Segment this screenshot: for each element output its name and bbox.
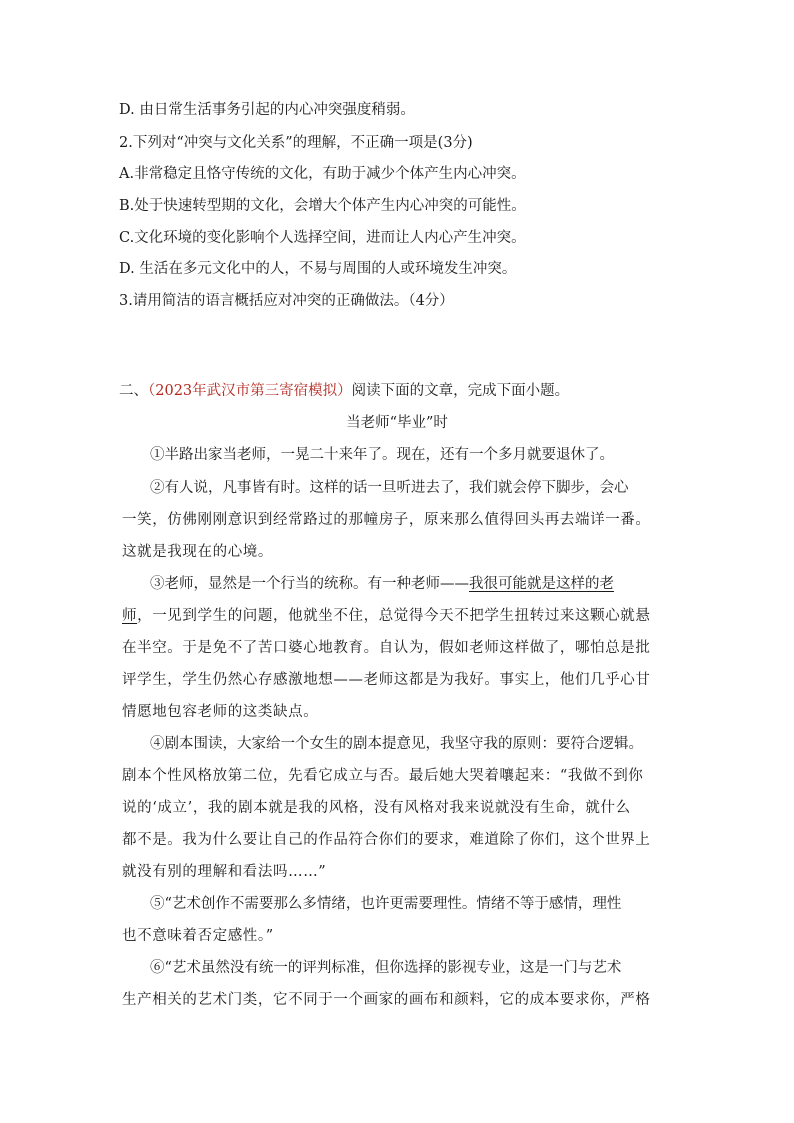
question-q2-option-d: D. 生活在多元文化中的人，不易与周围的人或环境发生冲突。 — [119, 261, 517, 277]
section-heading — [119, 381, 569, 401]
question-q2-option-b: B.处于快速转型期的文化，会增大个体产生内心冲突的可能性。 — [119, 198, 526, 214]
paragraph-3-text: ，一见到学生的问题，他就坐不住，总觉得今天不把学生扭转过来这颗心就悬 — [137, 608, 651, 624]
paragraph-4-line-4: 都不是。我为什么要让自己的作品符合你们的要求，难道除了你们，这个世界上 — [122, 832, 651, 848]
underlined-phrase: 我很可能就是这样的老 — [469, 576, 614, 592]
paragraph-5-line-1: ⑤“艺术创作不需要那么多情绪，也许更需要理性。情绪不等于感情，理性 — [150, 896, 622, 912]
paragraph-4-line-2: 剧本个性风格放第二位，先看它成立与否。最后她大哭着嚷起来：“我做不到你 — [122, 768, 644, 784]
paragraph-3-line-5: 情愿地包容老师的这类缺点。 — [122, 704, 319, 720]
paragraph-3-line-1 — [150, 574, 614, 594]
paragraph-4-line-5: 就没有别的理解和看法吗……” — [122, 864, 327, 880]
paragraph-5-line-2: 也不意味着否定感性。” — [122, 928, 274, 944]
paragraph-3-text: ③老师，显然是一个行当的统称。有一种老师—— — [150, 576, 469, 592]
article-title: 当老师“毕业”时 — [346, 415, 448, 431]
question-q2-option-c: C.文化环境的变化影响个人选择空间，进而让人内心产生冲突。 — [119, 230, 526, 246]
paragraph-6-line-1: ⑥“艺术虽然没有统一的评判标准，但你选择的影视专业，这是一门与艺术 — [150, 960, 622, 976]
paragraph-4-line-3: 说的‘成立’，我的剧本就是我的风格，没有风格对我来说就没有生命，就什么 — [122, 800, 631, 816]
section-instruction: 阅读下面的文章，完成下面小题。 — [351, 383, 570, 399]
section-number: 二、 — [119, 383, 148, 399]
paragraph-4-line-1: ④剧本围读，大家给一个女生的剧本提意见，我坚守我的原则：要符合逻辑。 — [150, 736, 643, 752]
paragraph-2-line-3: 这就是我现在的心境。 — [122, 544, 273, 560]
question-q2-stem: 2.下列对“冲突与文化关系”的理解，不正确一项是(3分) — [119, 135, 473, 151]
underlined-phrase-end: 师 — [122, 608, 138, 624]
question-q2-option-a: A.非常稳定且恪守传统的文化，有助于减少个体产生内心冲突。 — [119, 166, 526, 182]
paragraph-1: ①半路出家当老师，一晃二十来年了。现在，还有一个多月就要退休了。 — [150, 447, 614, 463]
section-source: （2023年武汉市第三寄宿模拟） — [148, 383, 352, 399]
paragraph-6-line-2: 生产相关的艺术门类，它不同于一个画家的画布和颜料，它的成本要求你，严格 — [122, 992, 651, 1008]
question-q1-option-d: D. 由日常生活事务引起的内心冲突强度稍弱。 — [119, 102, 415, 118]
question-q3-stem: 3.请用简洁的语言概括应对冲突的正确做法。（4分） — [119, 293, 454, 309]
paragraph-2-line-1: ②有人说，凡事皆有时。这样的话一旦听进去了，我们就会停下脚步，会心 — [150, 480, 629, 496]
paragraph-3-line-4: 评学生，学生仍然心存感激地想——老师这都是为我好。事实上，他们几乎心甘 — [122, 672, 651, 688]
paragraph-3-line-3: 在半空。于是免不了苦口婆心地教育。自认为，假如老师这样做了，哪怕总是批 — [122, 640, 651, 656]
paragraph-2-line-2: 一笑，仿佛刚刚意识到经常路过的那幢房子，原来那么值得回头再去端详一番。 — [122, 512, 651, 528]
paragraph-3-line-2 — [122, 606, 651, 626]
